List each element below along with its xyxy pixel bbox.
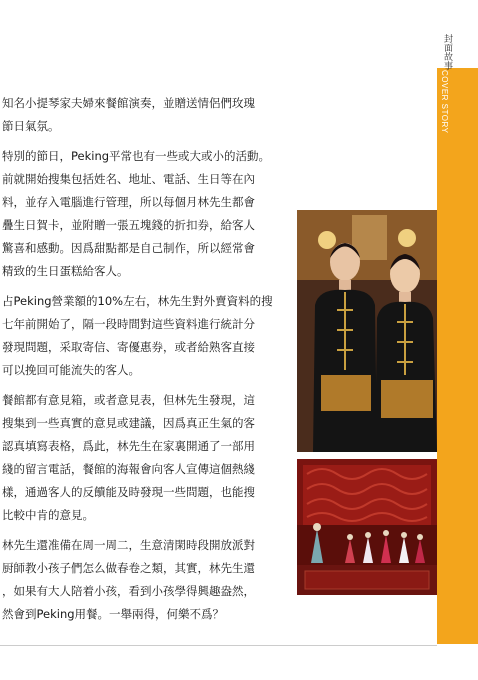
text-line: 餐館都有意見箱，或者意見表，但林先生發現，這 — [2, 393, 255, 407]
text-line: 發現問題，采取寄信、寄優惠券，或者給熟客直接 — [2, 340, 255, 354]
text-line: 疊生日賀卡，並附贈一張五塊錢的折扣券，給客人 — [2, 218, 255, 232]
photo-waitresses — [297, 210, 437, 452]
paragraph-4 — [2, 389, 292, 527]
text-line: 林先生還准備在周一周二，生意清閑時段開放派對 — [2, 538, 255, 552]
text-line: 比較中肯的意見。 — [2, 508, 94, 522]
text-line: 精致的生日蛋糕給客人。 — [2, 264, 129, 278]
paragraph-1 — [2, 92, 292, 138]
text-line: 料，並存入電腦進行管理，所以每個月林先生都會 — [2, 195, 255, 209]
text-line: 節日氣氛。 — [2, 119, 60, 133]
text-line: 驚喜和感動。因爲甜點都是自己制作，所以經常會 — [2, 241, 255, 255]
text-line: 可以挽回可能流失的客人。 — [2, 363, 140, 377]
photo-carved-screen — [297, 459, 437, 595]
text-line: 知名小提琴家夫婦來餐館演奏，並贈送情侶們玫瑰 — [2, 96, 255, 110]
text-line: 厨師教小孩子們怎么做春卷之類，其實，林先生還 — [2, 561, 255, 575]
text-line: 前就開始搜集包括姓名、地址、電話、生日等在內 — [2, 172, 255, 186]
page-divider — [0, 645, 437, 646]
paragraph-5 — [2, 534, 292, 626]
text-line: 認真填寫表格，爲此，林先生在家裏開通了一部用 — [2, 439, 255, 453]
article-body — [2, 92, 292, 633]
text-line: 然會到Peking用餐。一舉兩得，何樂不爲？ — [2, 607, 225, 621]
section-label-cn: 封面故事 — [442, 34, 452, 70]
text-line: ，如果有大人陪着小孩，看到小孩學得興趣盎然， — [2, 584, 255, 598]
text-line: 綫的留言電話，餐館的海報會向客人宣傳這個熱綫 — [2, 462, 255, 476]
text-line: 占Peking營業額的10%左右，林先生對外賣資料的搜 — [2, 294, 273, 308]
text-line: 搜集到一些真實的意見或建議，因爲真正生氣的客 — [2, 416, 255, 430]
text-line: 樣，通過客人的反饋能及時發現一些問題，也能搜 — [2, 485, 255, 499]
text-line: 七年前開始了，隔一段時間對這些資料進行統計分 — [2, 317, 255, 331]
text-line: 特別的節日，Peking平常也有一些或大或小的活動。 — [2, 149, 271, 163]
paragraph-3 — [2, 290, 292, 382]
section-label-en: COVER STORY — [440, 70, 449, 134]
section-accent-bar — [437, 68, 478, 644]
paragraph-2 — [2, 145, 292, 283]
